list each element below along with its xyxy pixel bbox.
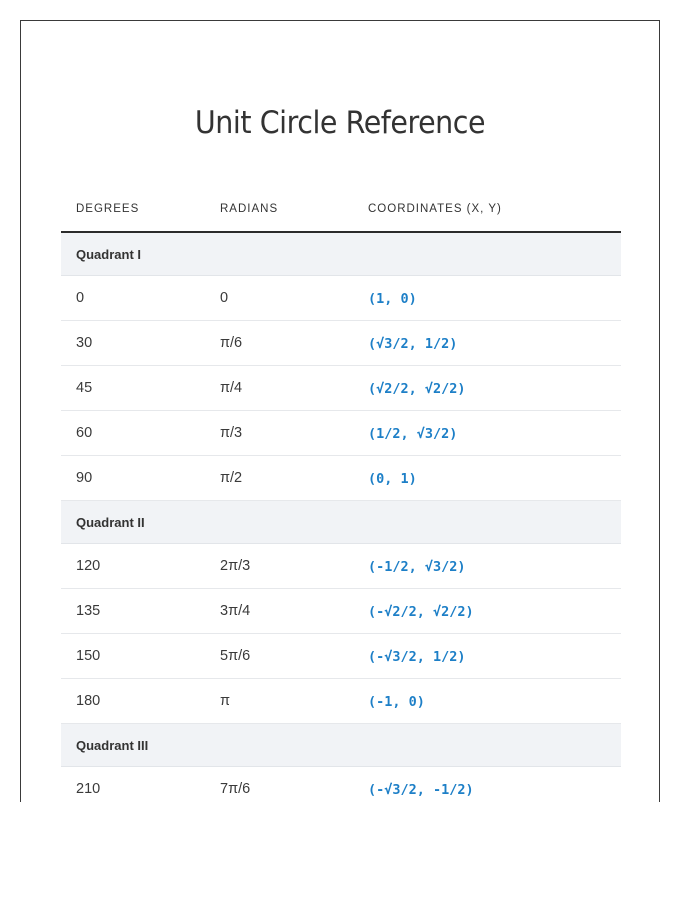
table-row [61,589,621,634]
group-label: Quadrant I [76,247,142,262]
table-row [61,366,621,411]
table-row [61,767,621,802]
coordinates-cell: (-√3/2, 1/2) [368,649,466,665]
group-label: Quadrant III [76,738,149,753]
table-row [61,411,621,456]
degrees-cell: 30 [76,335,93,351]
coordinates-cell: (0, 1) [368,471,417,487]
radians-cell: 3π/4 [220,603,251,619]
reference-card [20,20,660,802]
table-row [61,321,621,366]
degrees-cell: 135 [76,603,101,619]
table-row [61,634,621,679]
radians-cell: π [220,693,231,709]
radians-cell: 5π/6 [220,648,251,664]
degrees-cell: 150 [76,648,101,664]
coordinates-cell: (√3/2, 1/2) [368,336,458,352]
header-degrees: DEGREES [76,203,140,215]
coordinates-cell: (-1, 0) [368,694,425,710]
table-row [61,679,621,724]
radians-cell: π/2 [220,470,243,486]
table-row [61,456,621,501]
table-header [61,191,621,233]
coordinates-cell: (-√3/2, -1/2) [368,782,474,798]
group-row-quadrant-3 [61,724,621,767]
degrees-cell: 45 [76,380,93,396]
radians-cell: 2π/3 [220,558,251,574]
degrees-cell: 90 [76,470,93,486]
group-row-quadrant-2 [61,501,621,544]
coordinates-cell: (-√2/2, √2/2) [368,604,474,620]
degrees-cell: 60 [76,425,93,441]
degrees-cell: 0 [76,290,85,306]
table-row [61,544,621,589]
header-coordinates: COORDINATES (X, Y) [368,203,502,215]
coordinates-cell: (1, 0) [368,291,417,307]
header-radians: RADIANS [220,203,279,215]
degrees-cell: 180 [76,693,101,709]
radians-cell: π/3 [220,425,243,441]
group-row-quadrant-1 [61,233,621,276]
radians-cell: 0 [220,290,229,306]
radians-cell: 7π/6 [220,781,251,797]
table-row [61,276,621,321]
unit-circle-table [61,191,621,802]
radians-cell: π/4 [220,380,243,396]
page-title: Unit Circle Reference [194,105,486,141]
group-label: Quadrant II [76,515,145,530]
degrees-cell: 210 [76,781,101,797]
coordinates-cell: (1/2, √3/2) [368,426,458,442]
degrees-cell: 120 [76,558,101,574]
radians-cell: π/6 [220,335,243,351]
coordinates-cell: (-1/2, √3/2) [368,559,466,575]
coordinates-cell: (√2/2, √2/2) [368,381,466,397]
